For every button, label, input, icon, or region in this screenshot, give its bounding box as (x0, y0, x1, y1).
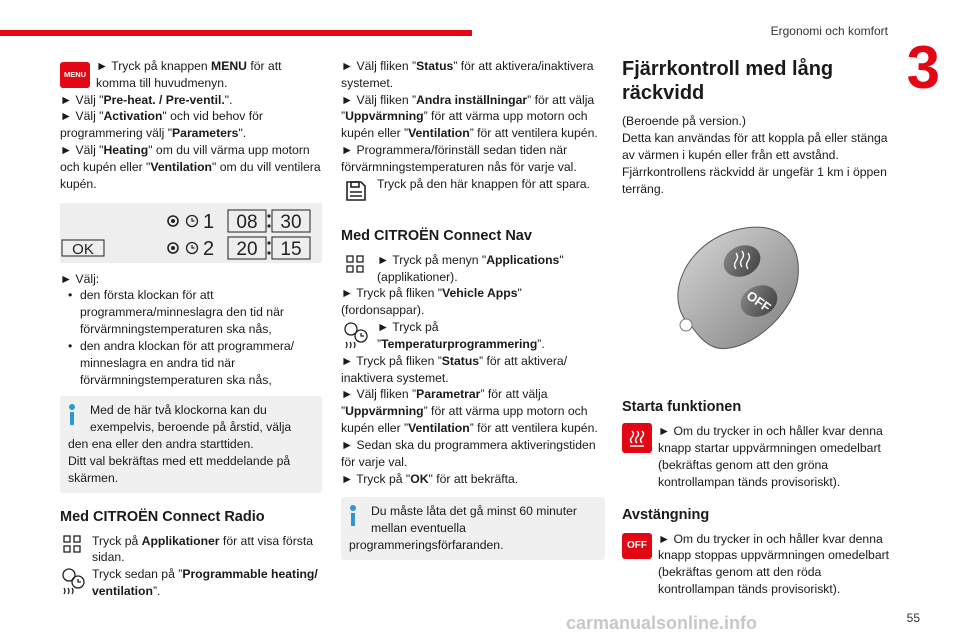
info-line: Ditt val bekräftas med ett meddelande på (68, 453, 291, 468)
timer-2-minutes: 15 (280, 238, 302, 260)
list-item: • den första klockan för att programmera/minneslagra den tid när förvärmningstemperaturen ska nås, (68, 287, 322, 337)
t: Parameters (172, 126, 239, 141)
timer-2-number: 2 (203, 237, 215, 260)
t: " om du vill värma upp motorn och kupén eller " (60, 143, 310, 174)
t: Activation (103, 109, 163, 124)
t (658, 423, 890, 490)
timer-2-hours: 20 (236, 238, 258, 260)
timer-1-number: 1 (203, 210, 215, 233)
t: Temperaturprogrammering (381, 336, 538, 351)
t: ” för att välja ” (341, 92, 595, 124)
nav-step-3 (341, 319, 605, 353)
start-heading: Starta funktionen (622, 399, 742, 416)
t: Välj fliken ” (356, 92, 417, 107)
t: Ventilation (150, 159, 212, 174)
t: ”. (152, 584, 161, 599)
save-text: Tryck på den här knappen för att spara. (377, 176, 590, 191)
t: Heating (103, 143, 149, 158)
t: Om du trycker in och håller kvar denna knapp stoppas uppvärmningen omedelbart (bekräftas genom att den röda kontrollampan tänds provisoriskt). (658, 531, 890, 597)
timer-1-minutes: 30 (280, 211, 302, 233)
t: ” för att aktivera/ inaktivera systemet. (341, 353, 568, 385)
t: ". (224, 92, 233, 107)
t (658, 531, 890, 598)
menu-icon: MENU (60, 62, 90, 88)
column-1 (60, 58, 322, 600)
t: Pre-heat. / Pre-ventil. (103, 92, 225, 107)
t: " om du vill ventilera kupén. (60, 159, 321, 191)
t: Applikationer (141, 533, 220, 548)
nav-step-4 (341, 353, 605, 387)
t (92, 566, 322, 600)
ok-label: OK (72, 240, 94, 258)
t: ” för att ventilera kupén. (469, 126, 598, 141)
t: " (fordonsappar). (341, 286, 522, 318)
t: för att komma till huvudmenyn. (96, 59, 282, 90)
save-icon (341, 176, 371, 204)
column-2 (341, 58, 605, 568)
t: Tryck på (92, 533, 142, 548)
t: Andra inställningar (416, 92, 528, 107)
stop-heading: Avstängning (622, 506, 710, 523)
t: Status (441, 353, 480, 368)
t: Välj " (75, 92, 104, 107)
info-box (341, 497, 605, 559)
apps-grid-icon (60, 533, 86, 557)
t: Ventilation (408, 126, 470, 141)
t: Status (416, 59, 454, 73)
t: Tryck på " (356, 471, 411, 486)
stop-step (622, 531, 890, 598)
t: ” för att aktivera/inaktivera systemet. (341, 59, 594, 90)
select-list (68, 287, 322, 388)
t: " (applikationer). (377, 252, 564, 284)
instr-program: ► Programmera/förinställ sedan tiden när förvärmningstemperaturen nås för varje val. (341, 142, 605, 176)
timer-1-hours: 08 (236, 211, 258, 233)
t: Tryck sedan på ” (92, 567, 183, 582)
nav-step-2 (341, 285, 605, 319)
t: Välj fliken ” (356, 59, 417, 73)
t: ". (238, 126, 247, 141)
select-label (60, 271, 322, 288)
intro-text: Detta kan användas för att koppla på eller stänga av värmen i kupén eller från ett avstånd. Fjärrkontrollens räckvidd är ungefär 1 km i öppen terräng. (622, 131, 888, 196)
t: Uppvärmning (345, 109, 424, 124)
nav-heading: Med CITROËN Connect Nav (341, 227, 532, 244)
instr-status (341, 58, 605, 92)
nav-step-1 (341, 252, 605, 286)
heater-icon (622, 423, 652, 453)
t: MENU (211, 59, 247, 73)
heating-clock-icon (341, 319, 371, 351)
info-line: exempelvis, beroende på årstid, välja (90, 420, 292, 435)
t: ” för att ventilera kupén. (469, 421, 598, 436)
intro-version: (Beroende på version.) (622, 114, 746, 129)
watermark: carmanualsonline.info (566, 613, 758, 633)
info-line: mellan eventuella (371, 521, 466, 536)
t: Tryck på menyn " (392, 252, 487, 267)
instr-heating (60, 142, 322, 192)
column-3 (622, 58, 890, 598)
timer-panel (60, 203, 322, 263)
t (92, 533, 322, 567)
t: " och vid behov för programmering välj " (60, 109, 263, 141)
t: Uppvärmning (345, 404, 424, 419)
timer-display (60, 203, 322, 263)
t: ” för att värma upp motorn och kupén eller ” (341, 109, 588, 141)
instr-preheat (60, 92, 322, 109)
remote-illustration (622, 207, 890, 383)
info-line: den ena eller den andra starttiden. (68, 437, 254, 452)
info-icon (68, 404, 76, 426)
t: ” för att välja ” (341, 387, 548, 419)
radio-heading: Med CITROËN Connect Radio (60, 508, 265, 525)
t: Tryck på ” (377, 320, 439, 351)
t: Om du trycker in och håller kvar denna knapp startar uppvärmningen omedelbart (bekräftas genom att den gröna kontrollampan tänds provisoriskt). (658, 424, 883, 489)
t: Tryck på fliken " (356, 286, 443, 301)
t: ”. (537, 336, 545, 351)
t: " för att bekräfta. (428, 471, 519, 486)
instr-activation (60, 108, 322, 142)
remote-control-image (622, 207, 890, 383)
save-step (341, 176, 605, 204)
t: Vehicle Apps (442, 286, 518, 301)
radio-step-2 (60, 566, 322, 600)
instr-other-settings (341, 92, 605, 142)
off-icon: OFF (622, 533, 652, 559)
start-step (622, 423, 890, 490)
info-line: programmeringsförfaranden. (349, 538, 504, 553)
t: Tryck på fliken ” (356, 353, 442, 368)
t (377, 252, 605, 286)
remote-off-label: OFF (743, 288, 774, 316)
t: Välj " (75, 109, 104, 124)
t (377, 319, 605, 353)
instr-menu (96, 58, 322, 92)
page-title: Fjärrkontroll med lång räckvidd (622, 58, 834, 104)
t: Applications (486, 252, 560, 267)
t: Välj fliken ” (356, 387, 417, 402)
info-line: Med de här två klockorna kan du (90, 403, 267, 418)
t: Välj: (75, 271, 100, 286)
heating-clock-icon (60, 566, 86, 596)
t: OK (410, 471, 429, 486)
info-icon (349, 505, 357, 527)
t: Programmable heating/ ventilation (92, 567, 318, 599)
page-number: 55 (906, 611, 920, 625)
header-red-bar (0, 30, 472, 36)
t: Tryck på knappen (111, 59, 212, 73)
t: ” för att värma upp motorn och kupén eller ” (341, 404, 588, 436)
info-line: skärmen. (68, 470, 119, 485)
info-line: Du måste låta det gå minst 60 minuter (371, 504, 577, 519)
t: Parametrar (416, 387, 481, 402)
chapter-number: 3 (906, 34, 940, 101)
t: Välj " (75, 143, 104, 158)
nav-step-6: ► Sedan ska du programmera aktiveringstiden för varje val. (341, 437, 605, 471)
radio-step-1 (60, 533, 322, 567)
section-title: Ergonomi och komfort (770, 24, 888, 38)
apps-grid-icon (341, 252, 371, 278)
nav-step-7 (341, 471, 605, 488)
t: för att visa första sidan. (92, 533, 314, 565)
nav-step-5 (341, 386, 605, 436)
t: Ventilation (408, 421, 470, 436)
menu-instruction (60, 58, 322, 92)
list-item: • den andra klockan för att programmera/ minneslagra en andra tid när förvärmningstemperaturen ska nås, (68, 338, 322, 388)
info-box (60, 396, 322, 492)
